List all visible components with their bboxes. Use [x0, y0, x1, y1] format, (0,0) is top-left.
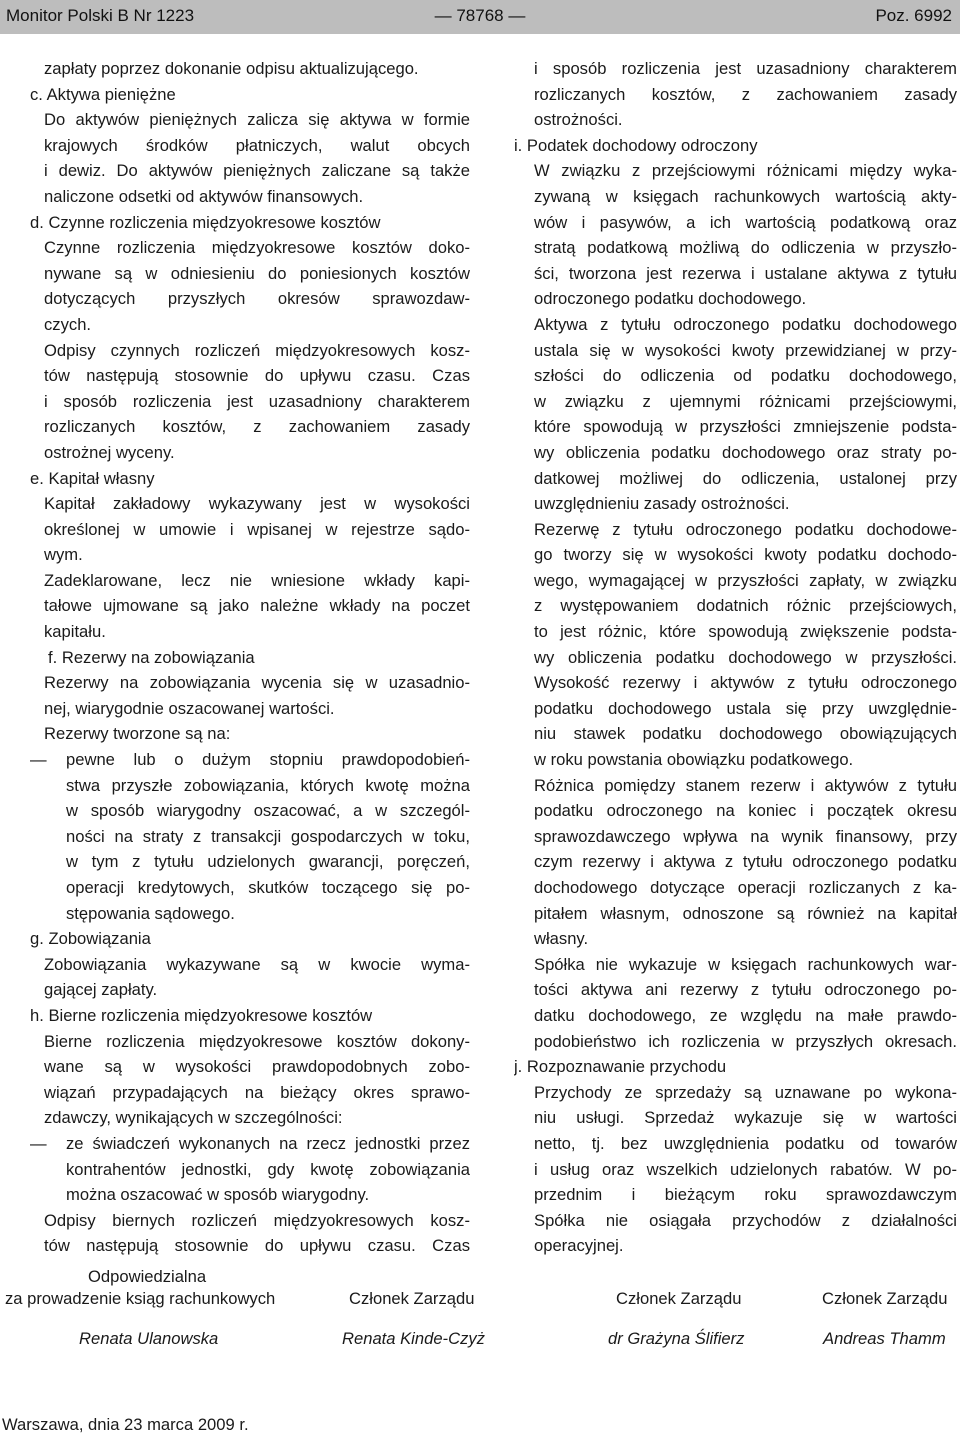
text-line: Różnica pomiędzy stanem rezerw i aktywów z tytułu: [534, 775, 957, 795]
text-line: podobieństwo ich rozliczenia w przyszłych okresach.: [534, 1031, 957, 1051]
text-line: Spółka nie osiągała przychodów z działalności: [534, 1210, 957, 1230]
text-line: wy obliczenia podatku dochodowego w przyszłości.: [534, 647, 957, 667]
text-line: i dewiz. Do aktywów pieniężnych zaliczane są także: [44, 161, 470, 181]
text-line: przednim i bieżącym roku sprawozdawczym: [534, 1185, 957, 1205]
text-line: wiązań przypadających na bieżący okres sprawo-: [44, 1082, 470, 1102]
text-line: netto, tj. bez uwzględnienia podatku od towarów: [534, 1133, 957, 1153]
text-line: w sposób wiarygodny oszacować, a w szczegól-: [66, 801, 470, 821]
place-and-date: Warszawa, dnia 23 marca 2009 r.: [2, 1415, 249, 1434]
position-number: Poz. 6992: [875, 6, 952, 25]
text-line: kapitału.: [44, 622, 106, 642]
text-line: nej, wiarygodnie oszacowanej wartości.: [44, 698, 335, 718]
text-line: gającej zapłaty.: [44, 980, 158, 1000]
text-line: ostrożnej wyceny.: [44, 442, 175, 462]
responsible-label-line2: za prowadzenie ksiąg rachunkowych: [5, 1289, 276, 1308]
text-line: zywaną w księgach rachunkowych wartością akty-: [534, 186, 957, 206]
text-line: dotyczących przyszłych okresów sprawozdaw-: [44, 289, 470, 309]
text-line: Zobowiązania wykazywane są w kwocie wyma-: [44, 954, 470, 974]
text-line: w związku z ujemnymi różnicami przejściowymi,: [534, 391, 957, 411]
left-text-column: [30, 56, 470, 1259]
text-line: go tworzy się w wysokości kwoty podatku dochodo-: [534, 545, 957, 565]
page-header: [0, 0, 960, 34]
text-line: niu stawek podatku dochodowego obowiązujących: [534, 724, 957, 744]
text-line: dochodowego dotyczące operacji rozliczanych z ka-: [534, 878, 957, 897]
text-line: g. Zobowiązania: [30, 929, 151, 949]
text-line: Bierne rozliczenia międzyokresowe kosztów dokony-: [44, 1031, 470, 1051]
right-text-column: [514, 56, 957, 1259]
text-line: W związku z przejściowymi różnicami między wyka-: [534, 161, 957, 181]
text-line-content: ze świadczeń wykonanych na rzecz jednostki przez: [66, 1133, 470, 1153]
text-line: w tym z tytułu udzielonych gwarancji, poręczeń,: [66, 852, 470, 872]
text-line: można oszacować w sposób wiarygodny.: [66, 1185, 370, 1205]
text-line: operacyjnej.: [534, 1236, 624, 1256]
text-line: tałowe ujmowane są jako należne wkłady na poczet: [44, 596, 470, 616]
text-line: i usług oraz wszelkich udzielonych rabatów. W po-: [534, 1159, 957, 1179]
publication-title: Monitor Polski B Nr 1223: [6, 6, 195, 25]
text-line: wy obliczenia podatku dochodowego oraz straty po-: [534, 442, 957, 462]
text-line: i sposób rozliczenia jest uzasadniony charakterem: [44, 391, 470, 411]
text-line: pitałem własnym, odnoszone są również na kapitał: [534, 903, 957, 923]
text-line: odroczonego podatku dochodowego.: [534, 289, 807, 309]
text-line: Rezerwy na zobowiązania wycenia się w uzasadnio-: [44, 673, 470, 693]
dash-bullet: —: [30, 1133, 47, 1153]
text-line: sprawozdawczego wpływa na wynik finansowy, przy: [534, 826, 957, 846]
text-line: naliczone odsetki od aktywów finansowych.: [44, 186, 364, 206]
text-line: krajowych środków płatniczych, walut obcych: [44, 135, 470, 155]
text-line: ustala się w wysokości kwoty przewidzianej w przy-: [534, 340, 957, 360]
text-line: Rezerwy tworzone są na:: [44, 724, 231, 744]
text-line: czych.: [44, 314, 92, 334]
text-line: Odpisy czynnych rozliczeń międzyokresowych kosz-: [44, 340, 470, 360]
text-line: niu usługi. Sprzedaż wykazuje się w wartości: [534, 1108, 957, 1128]
text-line: [30, 747, 470, 773]
signatory-name-1: Renata Ulanowska: [79, 1329, 219, 1348]
text-line: j. Rozpoznawanie przychodu: [514, 1057, 727, 1077]
text-line: Wysokość rezerwy i aktywów z tytułu odroczonego: [534, 673, 957, 693]
text-line: rozliczanych kosztów, z zachowaniem zasady: [534, 84, 957, 104]
text-line: Aktywa z tytułu odroczonego podatku dochodowego: [534, 314, 957, 334]
text-line: określonej w umowie i wpisanej w rejestrze sądo-: [44, 519, 470, 539]
page-number: — 78768 —: [434, 6, 526, 25]
text-line: d. Czynne rozliczenia międzyokresowe kosztów: [30, 212, 381, 232]
text-line: Odpisy biernych rozliczeń międzyokresowych kosz-: [44, 1210, 470, 1230]
text-line: datku dochodowego, ze względu na małe prawdo-: [534, 1005, 957, 1025]
signatory-name-3: dr Grażyna Ślifierz: [608, 1329, 745, 1348]
board-member-label-3: Członek Zarządu: [822, 1289, 948, 1308]
text-line: stwa przyszłe zobowiązania, których kwotę można: [66, 775, 470, 795]
text-line: zdawczy, wynikających w szczególności:: [44, 1108, 343, 1128]
text-line: szłości do odliczenia od podatku dochodowego,: [534, 366, 957, 386]
text-line: Przychody ze sprzedaży są uznawane po wykona-: [534, 1082, 957, 1102]
text-line: e. Kapitał własny: [30, 468, 155, 488]
text-line: Spółka nie wykazuje w księgach rachunkowych war-: [534, 954, 957, 974]
text-line: nywane są w odniesieniu do poniesionych kosztów: [44, 263, 470, 283]
text-line: f. Rezerwy na zobowiązania: [48, 647, 255, 667]
text-line: ności na straty z transakcji gospodarczych w toku,: [66, 826, 470, 846]
board-member-label-1: Członek Zarządu: [349, 1289, 475, 1308]
text-line: ści, tworzona jest rezerwa i ustalane aktywa z tytułu: [534, 263, 957, 283]
signatory-name-4: Andreas Thamm: [823, 1329, 946, 1348]
text-line: wów i pasywów, a ich wartością podatkową oraz: [534, 212, 957, 232]
text-line: uwzględnieniu zasady ostrożności.: [534, 494, 790, 514]
text-line: zapłaty poprzez dokonanie odpisu aktualizującego.: [44, 59, 419, 78]
text-line: datkowej możliwej do odliczenia, ustalonej przy: [534, 468, 957, 488]
text-line: czym rezerwy i aktywa z tytułu odroczonego podatku: [534, 852, 957, 872]
text-line: rozliczanych kosztów, z zachowaniem zasady: [44, 417, 470, 437]
text-line: wego, wymagającej w przyszłości zapłaty, w związku: [534, 570, 957, 590]
text-line: Do aktywów pieniężnych zalicza się aktywa w formie: [44, 110, 470, 130]
responsible-label-line1: Odpowiedzialna: [88, 1267, 207, 1286]
text-line: kontrahentów jednostki, gdy kwotę zobowiązania: [66, 1159, 470, 1179]
text-line: c. Aktywa pieniężne: [30, 84, 176, 104]
text-line: wym.: [44, 545, 83, 565]
text-line: operacji kredytowych, skutków toczącego się po-: [66, 878, 470, 897]
text-line: i sposób rozliczenia jest uzasadniony charakterem: [534, 59, 957, 78]
text-line: Rezerwę z tytułu odroczonego podatku dochodowe-: [534, 519, 957, 539]
text-line: które spowodują w przyszłości zmniejszenie podsta-: [534, 417, 957, 437]
board-member-label-2: Członek Zarządu: [616, 1289, 742, 1308]
text-line: h. Bierne rozliczenia międzyokresowe kosztów: [30, 1005, 373, 1025]
text-line: tów następują stosownie do upływu czasu. Czas: [44, 1236, 470, 1256]
text-line: to jest różnic, które spowodują zwiększenie podsta-: [534, 622, 957, 642]
text-line: wane są w wysokości prawdopodobnych zobo-: [44, 1057, 470, 1077]
text-line: tów następują stosownie do upływu czasu. Czas: [44, 366, 470, 386]
text-line: podatku dochodowego ustala się przy uwzględnie-: [534, 698, 957, 718]
text-line: Zadeklarowane, lecz nie wniesione wkłady kapi-: [44, 570, 470, 590]
text-line: Czynne rozliczenia międzyokresowe kosztów doko-: [44, 238, 470, 258]
text-line: własny.: [534, 929, 589, 949]
text-line: ostrożności.: [534, 110, 623, 130]
text-line: i. Podatek dochodowy odroczony: [514, 135, 758, 155]
text-line: z występowaniem dodatnich różnic przejściowych,: [534, 596, 957, 616]
text-line: stratą podatkową możliwą do odliczenia w przyszło-: [534, 238, 957, 258]
text-line: w roku powstania obowiązku podatkowego.: [534, 750, 854, 770]
text-line-content: pewne lub o dużym stopniu prawdopodobień-: [66, 750, 470, 770]
text-line: Kapitał zakładowy wykazywany jest w wysokości: [44, 494, 470, 514]
signatory-name-2: Renata Kinde-Czyż: [342, 1329, 485, 1348]
text-line: [30, 1131, 470, 1157]
text-line: stępowania sądowego.: [66, 903, 235, 923]
text-line: tości aktywa ani rezerwy z tytułu odroczonego po-: [534, 980, 957, 1000]
text-line: podatku odroczonego na koniec i początek okresu: [534, 801, 957, 821]
dash-bullet: —: [30, 750, 47, 770]
